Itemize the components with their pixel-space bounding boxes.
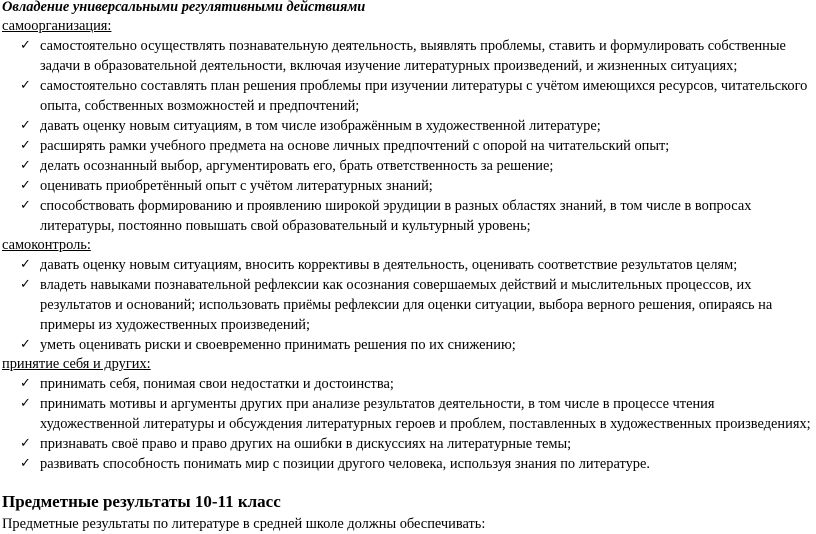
list-item: ✓ делать осознанный выбор, аргументировать его, брать ответственность за решение; bbox=[20, 158, 554, 174]
section-acceptance bbox=[2, 355, 812, 474]
list-item: ✓ самостоятельно осуществлять познавательную деятельность, выявлять проблемы, ставить и формулировать собственные задачи в образовательной деятельности, включая изучение литературных произведений, и жизненных ситуациях; bbox=[20, 38, 786, 74]
check-icon: ✓ bbox=[20, 138, 31, 153]
section-self-control bbox=[2, 236, 812, 355]
check-icon: ✓ bbox=[20, 436, 31, 451]
check-icon: ✓ bbox=[20, 78, 31, 93]
section-title: самоорганизация: bbox=[2, 18, 112, 34]
checklist bbox=[2, 374, 812, 474]
list-item: ✓ оценивать приобретённый опыт с учётом литературных знаний; bbox=[20, 178, 433, 194]
list-item: ✓ принимать мотивы и аргументы других при анализе результатов деятельности, в том числе в процессе чтения художественной литературы и обсуждения литературных героев и проблем, поставленных в художественных произведениях; bbox=[20, 396, 811, 432]
list-item: ✓ уметь оценивать риски и своевременно принимать решения по их снижению; bbox=[20, 337, 516, 353]
checklist bbox=[2, 36, 812, 236]
check-icon: ✓ bbox=[20, 198, 31, 213]
check-icon: ✓ bbox=[20, 118, 31, 133]
list-item: ✓ развивать способность понимать мир с позиции другого человека, используя знания по литературе. bbox=[20, 456, 650, 472]
heading: Овладение универсальными регулятивными действиями bbox=[2, 0, 366, 15]
subject-results-title: Предметные результаты 10-11 класс bbox=[2, 492, 281, 511]
check-icon: ✓ bbox=[20, 178, 31, 193]
list-item: ✓ расширять рамки учебного предмета на основе личных предпочтений с опорой на читательский опыт; bbox=[20, 138, 670, 154]
list-item: ✓ принимать себя, понимая свои недостатки и достоинства; bbox=[20, 376, 394, 392]
subject-results-paragraph: Предметные результаты по литературе в средней школе должны обеспечивать: bbox=[2, 516, 486, 532]
check-icon: ✓ bbox=[20, 396, 31, 411]
check-icon: ✓ bbox=[20, 277, 31, 292]
list-item: ✓ признавать своё право и право других на ошибки в дискуссиях на литературные темы; bbox=[20, 436, 572, 452]
checklist bbox=[2, 255, 812, 355]
section-title: принятие себя и других: bbox=[2, 356, 151, 372]
check-icon: ✓ bbox=[20, 456, 31, 471]
section-title: самоконтроль: bbox=[2, 237, 91, 253]
check-icon: ✓ bbox=[20, 158, 31, 173]
list-item: ✓ давать оценку новым ситуациям, вносить коррективы в деятельность, оценивать соответствие результатов целям; bbox=[20, 257, 738, 273]
check-icon: ✓ bbox=[20, 38, 31, 53]
list-item: ✓ самостоятельно составлять план решения проблемы при изучении литературы с учётом имеющихся ресурсов, читательского опыта, собственных возможностей и предпочтений; bbox=[20, 78, 808, 114]
check-icon: ✓ bbox=[20, 376, 31, 391]
section-self-organization bbox=[2, 17, 812, 236]
list-item: ✓ давать оценку новым ситуациям, в том числе изображённым в художественной литературе; bbox=[20, 118, 601, 134]
list-item: ✓ владеть навыками познавательной рефлексии как осознания совершаемых действий и мыслительных процессов, их результатов и оснований; использовать приёмы рефлексии для оценки ситуации, выбора верного решения, опираясь на примеры из художественных произведений; bbox=[20, 277, 773, 333]
check-icon: ✓ bbox=[20, 257, 31, 272]
check-icon: ✓ bbox=[20, 337, 31, 352]
list-item: ✓ способствовать формированию и проявлению широкой эрудиции в разных областях знаний, в том числе в вопросах литературы, постоянно повышать свой образовательный и культурный уровень; bbox=[20, 198, 752, 234]
